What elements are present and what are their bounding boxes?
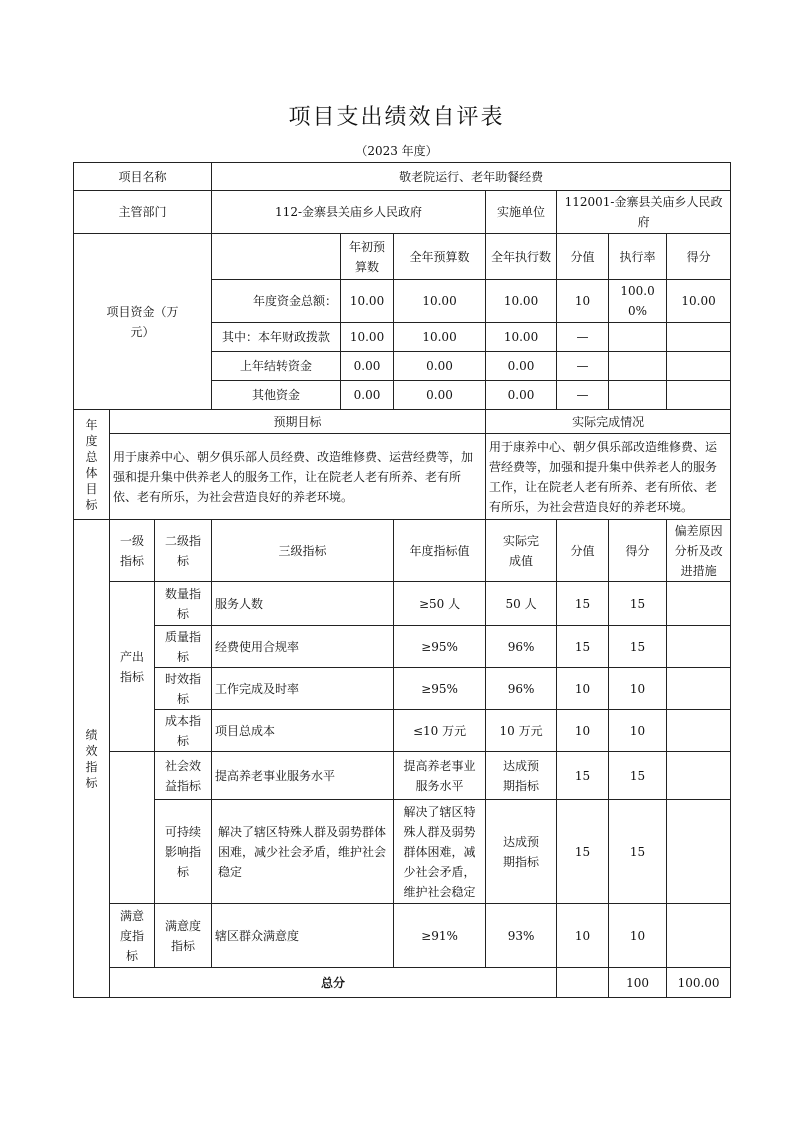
perf-level3: 解决了辖区特殊人群及弱势群体困难，减少社会矛盾，维护社会稳定 [212, 800, 394, 904]
perf-score: 15 [557, 752, 609, 800]
funds-cell: 10.00 [341, 323, 394, 352]
goals-row [74, 434, 731, 520]
perf-level2: 社会效益指标 [155, 752, 212, 800]
goals-actual-header: 实际完成情况 [486, 410, 731, 434]
total-blank [557, 968, 609, 998]
goals-expected-header: 预期目标 [110, 410, 486, 434]
project-label: 项目名称 [74, 163, 212, 191]
perf-actual: 50 人 [486, 582, 557, 626]
perf-actual: 96% [486, 668, 557, 710]
funds-cell: — [557, 381, 609, 410]
page-title: 项目支出绩效自评表 [288, 105, 505, 130]
perf-actual: 93% [486, 904, 557, 968]
perf-level2: 满意度指标 [155, 904, 212, 968]
perf-note [667, 800, 731, 904]
goals-expected: 用于康养中心、朝夕俱乐部人员经费、改造维修费、运营经费等，加强和提升集中供养老人的服务工作，让在院老人老有所养、老有所依、老有所乐，为社会营造良好的养老环境。 [110, 434, 486, 520]
perf-got: 15 [609, 626, 667, 668]
funds-header: 全年执行数 [486, 234, 557, 280]
total-row [74, 968, 731, 998]
perf-level3: 服务人数 [212, 582, 394, 626]
perf-header-row [74, 520, 731, 582]
funds-cell: 10.00 [394, 323, 486, 352]
total-label: 总分 [110, 968, 557, 998]
perf-label: 绩效指标 [74, 520, 110, 998]
perf-got: 10 [609, 904, 667, 968]
perf-note [667, 668, 731, 710]
perf-level2: 可持续影响指标 [155, 800, 212, 904]
perf-level3: 项目总成本 [212, 710, 394, 752]
perf-target: ≤10 万元 [394, 710, 486, 752]
perf-target: 解决了辖区特殊人群及弱势群体困难，减少社会矛盾，维护社会稳定 [394, 800, 486, 904]
funds-cell: 10.00 [486, 280, 557, 323]
perf-header: 分值 [557, 520, 609, 582]
perf-header: 实际完成值 [486, 520, 557, 582]
dept-row [74, 191, 731, 234]
perf-header: 一级指标 [110, 520, 155, 582]
perf-level3: 经费使用合规率 [212, 626, 394, 668]
perf-row [74, 800, 731, 904]
year-label: （2023 年度） [355, 144, 438, 158]
perf-score: 15 [557, 626, 609, 668]
perf-note [667, 752, 731, 800]
funds-cell: — [557, 323, 609, 352]
perf-got: 10 [609, 710, 667, 752]
funds-header-blank [212, 234, 341, 280]
funds-header: 分值 [557, 234, 609, 280]
perf-row [74, 582, 731, 626]
perf-level3: 辖区群众满意度 [212, 904, 394, 968]
perf-got: 15 [609, 752, 667, 800]
funds-cell: 100.00% [609, 280, 667, 323]
perf-row [74, 904, 731, 968]
perf-actual: 10 万元 [486, 710, 557, 752]
dept-value: 112-金寨县关庙乡人民政府 [212, 191, 486, 234]
funds-header: 执行率 [609, 234, 667, 280]
funds-cell: 0.00 [341, 381, 394, 410]
perf-score: 15 [557, 800, 609, 904]
perf-note [667, 710, 731, 752]
funds-cell: 0.00 [341, 352, 394, 381]
funds-row-label: 上年结转资金 [212, 352, 341, 381]
perf-header: 二级指标 [155, 520, 212, 582]
perf-score: 15 [557, 582, 609, 626]
perf-note [667, 582, 731, 626]
funds-row-label: 其他资金 [212, 381, 341, 410]
perf-score: 10 [557, 904, 609, 968]
perf-note [667, 904, 731, 968]
project-row [74, 163, 731, 191]
funds-cell [609, 323, 667, 352]
funds-cell: 10 [557, 280, 609, 323]
project-value: 敬老院运行、老年助餐经费 [212, 163, 731, 191]
perf-target: ≥50 人 [394, 582, 486, 626]
perf-actual: 达成预期指标 [486, 800, 557, 904]
perf-target: ≥95% [394, 668, 486, 710]
perf-header: 得分 [609, 520, 667, 582]
funds-cell: 10.00 [394, 280, 486, 323]
perf-level3: 工作完成及时率 [212, 668, 394, 710]
perf-score: 10 [557, 668, 609, 710]
funds-header: 得分 [667, 234, 731, 280]
funds-cell: 10.00 [486, 323, 557, 352]
funds-cell: 0.00 [394, 381, 486, 410]
perf-level2: 成本指标 [155, 710, 212, 752]
perf-got: 15 [609, 800, 667, 904]
funds-header-row [74, 234, 731, 280]
perf-header: 三级指标 [212, 520, 394, 582]
funds-cell [609, 352, 667, 381]
perf-got: 15 [609, 582, 667, 626]
funds-cell [667, 381, 731, 410]
funds-cell [667, 352, 731, 381]
funds-cell: 0.00 [486, 381, 557, 410]
impl-label: 实施单位 [486, 191, 557, 234]
funds-row-label: 年度资金总额： [212, 280, 341, 323]
funds-label: 项目资金（万元） [74, 234, 212, 410]
perf-row [74, 668, 731, 710]
perf-got: 10 [609, 668, 667, 710]
dept-label: 主管部门 [74, 191, 212, 234]
perf-target: 提高养老事业服务水平 [394, 752, 486, 800]
perf-row [74, 752, 731, 800]
evaluation-table [73, 162, 731, 998]
perf-actual: 96% [486, 626, 557, 668]
perf-level2: 时效指标 [155, 668, 212, 710]
impl-value: 112001-金寨县关庙乡人民政府 [557, 191, 731, 234]
perf-row [74, 626, 731, 668]
perf-note [667, 626, 731, 668]
funds-cell: 0.00 [486, 352, 557, 381]
perf-target: ≥95% [394, 626, 486, 668]
perf-level2: 数量指标 [155, 582, 212, 626]
perf-level1 [110, 752, 155, 904]
funds-header: 全年预算数 [394, 234, 486, 280]
funds-cell [667, 323, 731, 352]
perf-row [74, 710, 731, 752]
perf-header: 偏差原因分析及改进措施 [667, 520, 731, 582]
funds-cell [609, 381, 667, 410]
perf-level1: 产出指标 [110, 582, 155, 752]
goals-header-row [74, 410, 731, 434]
perf-actual: 达成预期指标 [486, 752, 557, 800]
perf-level2: 质量指标 [155, 626, 212, 668]
total-score: 100 [609, 968, 667, 998]
perf-header: 年度指标值 [394, 520, 486, 582]
funds-cell: 10.00 [341, 280, 394, 323]
goals-label: 年度总体目标 [74, 410, 110, 520]
perf-score: 10 [557, 710, 609, 752]
funds-row-label: 其中：本年财政拨款 [212, 323, 341, 352]
funds-cell: 0.00 [394, 352, 486, 381]
perf-level1: 满意度指标 [110, 904, 155, 968]
goals-actual: 用于康养中心、朝夕俱乐部改造维修费、运营经费等，加强和提升集中供养老人的服务工作，让在院老人老有所养、老有所依、老有所乐，为社会营造良好的养老环境。 [486, 434, 731, 520]
perf-level3: 提高养老事业服务水平 [212, 752, 394, 800]
funds-header: 年初预算数 [341, 234, 394, 280]
perf-target: ≥91% [394, 904, 486, 968]
funds-cell: 10.00 [667, 280, 731, 323]
funds-cell: — [557, 352, 609, 381]
total-got: 100.00 [667, 968, 731, 998]
